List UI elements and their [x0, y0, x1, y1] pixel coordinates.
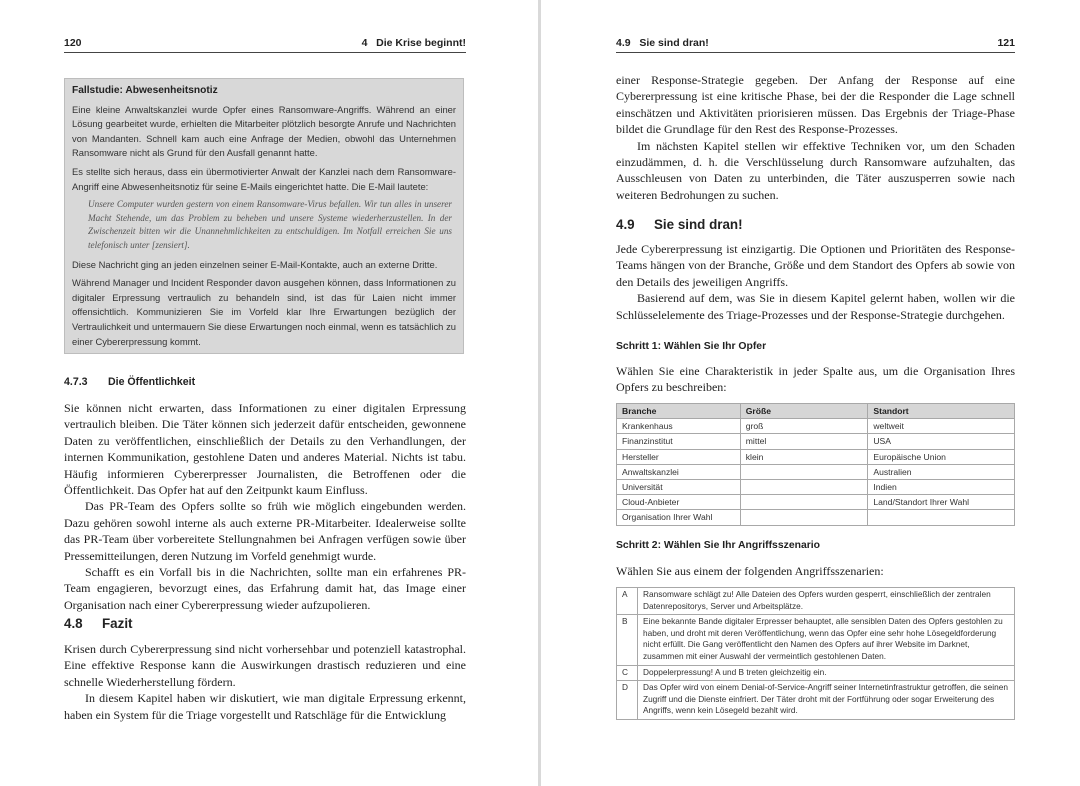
table-row	[617, 495, 1015, 510]
case-study-quote: Unsere Computer wurden gestern von einem Ransomware-Virus befallen. Wir tun alles in unserer Macht Stehende, um das Problem zu beheben und unsere Systeme wiederherzustellen. In der Zwischenzeit bitten wir die Unannehmlichkeiten zu entschuldigen. Im Notfall erreichen Sie uns telefonisch unter [zensiert].	[88, 199, 452, 250]
scenario-key: A	[617, 588, 638, 615]
table-header-cell: Branche	[617, 404, 741, 419]
table-row	[617, 419, 1015, 434]
body-paragraph: Sie können nicht erwarten, dass Informationen zu einer digitalen Erpressung vertraulich bleiben. Die Täter können sich jederzeit dafür entscheiden, gewonnene Daten zu veröffentlichen, einschließlich der Details zu den Verhandlungen, der internen Kommunikation, gestohlene Daten und anderes Material. Nichts ist tabu. Häufig informieren Cybererpresser Journalisten, die Betroffenen oder die Öffentlichkeit. Das Opfer hat auf den Zeitpunkt kaum Einfluss.	[64, 401, 466, 498]
section-4-9-body	[616, 241, 1015, 323]
scenario-key: D	[617, 681, 638, 720]
table-row	[617, 510, 1015, 525]
table-cell: Land/Standort Ihrer Wahl	[868, 495, 1015, 510]
step1-heading: Schritt 1: Wählen Sie Ihr Opfer	[616, 341, 767, 352]
section-number: 4.8	[64, 616, 83, 631]
scenario-text: Ransomware schlägt zu! Alle Dateien des Opfers wurden gesperrt, einschließlich der zentralen Datenrepositorys, Server und Arbeitsplätze.	[638, 588, 1015, 615]
table-row	[617, 479, 1015, 494]
table-cell: Krankenhaus	[617, 419, 741, 434]
running-head-right: 4.9 Sie sind dran!	[616, 37, 709, 49]
body-paragraph: einer Response-Strategie gegeben. Der Anfang der Response auf eine Cybererpressung ist eine kritische Phase, bei der die Responder die Lage schnell einschätzen und Aktivitäten priorisieren müssen. Das Ergebnis der Triage-Phase bildet die Grundlage für den Rest des Response-Prozesses.	[616, 73, 1015, 137]
table-cell	[740, 495, 868, 510]
section-heading-4-9	[616, 217, 743, 232]
victim-table	[616, 403, 1015, 526]
left-running-header	[64, 34, 466, 53]
body-paragraph: Jede Cybererpressung ist einzigartig. Die Optionen und Prioritäten des Response-Teams hängen von der Branche, Größe und dem Standort des Opfers ab sowie von den Details des jeweiligen Angriffs.	[616, 242, 1015, 289]
table-cell: Cloud-Anbieter	[617, 495, 741, 510]
table-cell: USA	[868, 434, 1015, 449]
body-paragraph: Wählen Sie aus einem der folgenden Angriffsszenarien:	[616, 564, 884, 578]
section-4-8-body	[64, 641, 466, 723]
table-cell: Australien	[868, 464, 1015, 479]
case-study-title: Fallstudie: Abwesenheitsnotiz	[72, 85, 218, 96]
scenario-key: C	[617, 665, 638, 681]
scenario-row	[617, 665, 1015, 681]
table-cell	[740, 464, 868, 479]
table-cell: Hersteller	[617, 449, 741, 464]
scenario-table	[616, 587, 1015, 720]
scenario-text: Eine bekannte Bande digitaler Erpresser behauptet, alle sensiblen Daten des Opfers gestohlen zu haben, und droht mit deren Veröffentlichung, wenn das Opfer eine sehr hohe Lösegeldforderung nicht erfüllt. Die Gang veröffentlicht den Namen des Opfers auf ihrer Website im Darknet, zusammen mit einer Auswahl der vermeintlich gestohlenen Daten.	[638, 615, 1015, 665]
left-page	[0, 0, 538, 786]
body-paragraph: Das PR-Team des Opfers sollte so früh wie möglich eingebunden werden. Dazu gehören sowohl interne als auch externe PR-Mitarbeiter. Idealerweise sollte das PR-Team über vorbereitete Stellungnahmen bei Anfragen verfügen sowie über Pressemitteilungen, deren Nutzung im Vorfeld genehmigt wurde.	[64, 499, 466, 563]
right-running-header	[616, 34, 1015, 53]
running-head-left: 4 Die Krise beginnt!	[361, 37, 466, 49]
case-study-paragraph: Eine kleine Anwaltskanzlei wurde Opfer eines Ransomware-Angriffs. Während an einer Lösung gearbeitet wurde, erhielten die Mitarbeiter plötzlich besorgte Anrufe und Nachrichten von Mandanten. Schnell kam auch eine Anfrage der Medien, obwohl das Unternehmen Ransomware nicht als Grund für den Ausfall genannt hatte.	[72, 103, 456, 159]
scenario-text: Doppelerpressung! A und B treten gleichzeitig ein.	[638, 665, 1015, 681]
table-cell: Europäische Union	[868, 449, 1015, 464]
table-cell: mittel	[740, 434, 868, 449]
section-title: Fazit	[102, 616, 133, 631]
scenario-row	[617, 615, 1015, 665]
scenario-key: B	[617, 615, 638, 665]
section-number: 4.9	[616, 217, 635, 232]
table-cell	[740, 510, 868, 525]
step1-intro	[616, 363, 1015, 396]
scenario-row	[617, 588, 1015, 615]
table-cell: weltweit	[868, 419, 1015, 434]
table-cell: klein	[740, 449, 868, 464]
step2-intro	[616, 563, 1015, 579]
page-number-right: 121	[997, 37, 1015, 49]
section-title: Die Öffentlichkeit	[108, 376, 196, 388]
case-study-paragraph: Es stellte sich heraus, dass ein übermotivierter Anwalt der Kanzlei nach dem Ransomware-Angriff eine Abwesenheitsnotiz für seine E-Mails eingerichtet hatte. Die E-Mail lautete:	[72, 165, 456, 192]
table-cell: Indien	[868, 479, 1015, 494]
scenario-row	[617, 681, 1015, 720]
table-cell	[868, 510, 1015, 525]
section-number: 4.7.3	[64, 376, 88, 388]
table-header-row	[617, 404, 1015, 419]
table-cell: groß	[740, 419, 868, 434]
body-paragraph: Im nächsten Kapitel stellen wir effektive Techniken vor, um den Schaden einzudämmen, d. h. die Verschlüsselung durch Ransomware aufzuhalten, das Ausschleusen von Daten zu unterbinden, die Täter auszusperren sowie nach weiteren Bedrohungen zu suchen.	[616, 138, 1015, 202]
body-paragraph: Krisen durch Cybererpressung sind nicht vorhersehbar und potenziell katastrophal. Eine effektive Response kann die Auswirkungen drastisch reduzieren und eine schnelle Wiederherstellung fördern.	[64, 642, 466, 689]
continued-text	[616, 72, 1015, 203]
table-row	[617, 464, 1015, 479]
table-row	[617, 434, 1015, 449]
table-cell	[740, 479, 868, 494]
section-4-7-3-body	[64, 400, 466, 613]
scenario-text: Das Opfer wird von einem Denial-of-Service-Angriff seiner Internetinfrastruktur getroffen, die seinen Zugriff und die Dienste einfriert. Der Täter droht mit der Fortführung oder sogar Erweiterung des Angriffs, wenn kein Lösegeld bezahlt wird.	[638, 681, 1015, 720]
page-number-left: 120	[64, 37, 82, 49]
table-cell: Finanzinstitut	[617, 434, 741, 449]
body-paragraph: In diesem Kapitel haben wir diskutiert, wie man digitale Erpressung erkennt, haben ein System für die Triage vorgestellt und Ratschläge für die Entwicklung	[64, 691, 466, 722]
right-page	[541, 0, 1080, 786]
step2-heading: Schritt 2: Wählen Sie Ihr Angriffsszenario	[616, 540, 820, 551]
table-header-cell: Standort	[868, 404, 1015, 419]
case-study-box	[64, 78, 464, 354]
table-cell: Anwaltskanzlei	[617, 464, 741, 479]
section-heading-4-7-3	[64, 376, 195, 388]
table-cell: Organisation Ihrer Wahl	[617, 510, 741, 525]
body-paragraph: Basierend auf dem, was Sie in diesem Kapitel gelernt haben, wollen wir die Schlüsselelemente des Triage-Prozesses und der Response-Strategie durchgehen.	[616, 291, 1015, 322]
table-row	[617, 449, 1015, 464]
body-paragraph: Schafft es ein Vorfall bis in die Nachrichten, sollte man ein erfahrenes PR-Team engagieren, bevorzugt eines, das Erfahrung damit hat, das Image einer Organisation nach einer Cybererpressung wieder aufzupolieren.	[64, 565, 466, 612]
case-study-paragraph: Während Manager und Incident Responder davon ausgehen können, dass Informationen zu digitaler Erpressung vertraulich zu behandeln sind, ist das für Laien nicht immer offensichtlich. Kommunizieren Sie im Vorfeld klar Ihre Erwartungen bezüglich der Vertraulichkeit und untermauern Sie diese Erwartungen noch einmal, wenn es tatsächlich zu einer Cybererpressung kommt.	[72, 277, 456, 347]
table-header-cell: Größe	[740, 404, 868, 419]
table-cell: Universität	[617, 479, 741, 494]
section-title: Sie sind dran!	[654, 217, 743, 232]
body-paragraph: Wählen Sie eine Charakteristik in jeder Spalte aus, um die Organisation Ihres Opfers zu beschreiben:	[616, 364, 1015, 395]
case-study-paragraph: Diese Nachricht ging an jeden einzelnen seiner E-Mail-Kontakte, auch an externe Dritte.	[72, 258, 438, 270]
section-heading-4-8	[64, 616, 133, 631]
